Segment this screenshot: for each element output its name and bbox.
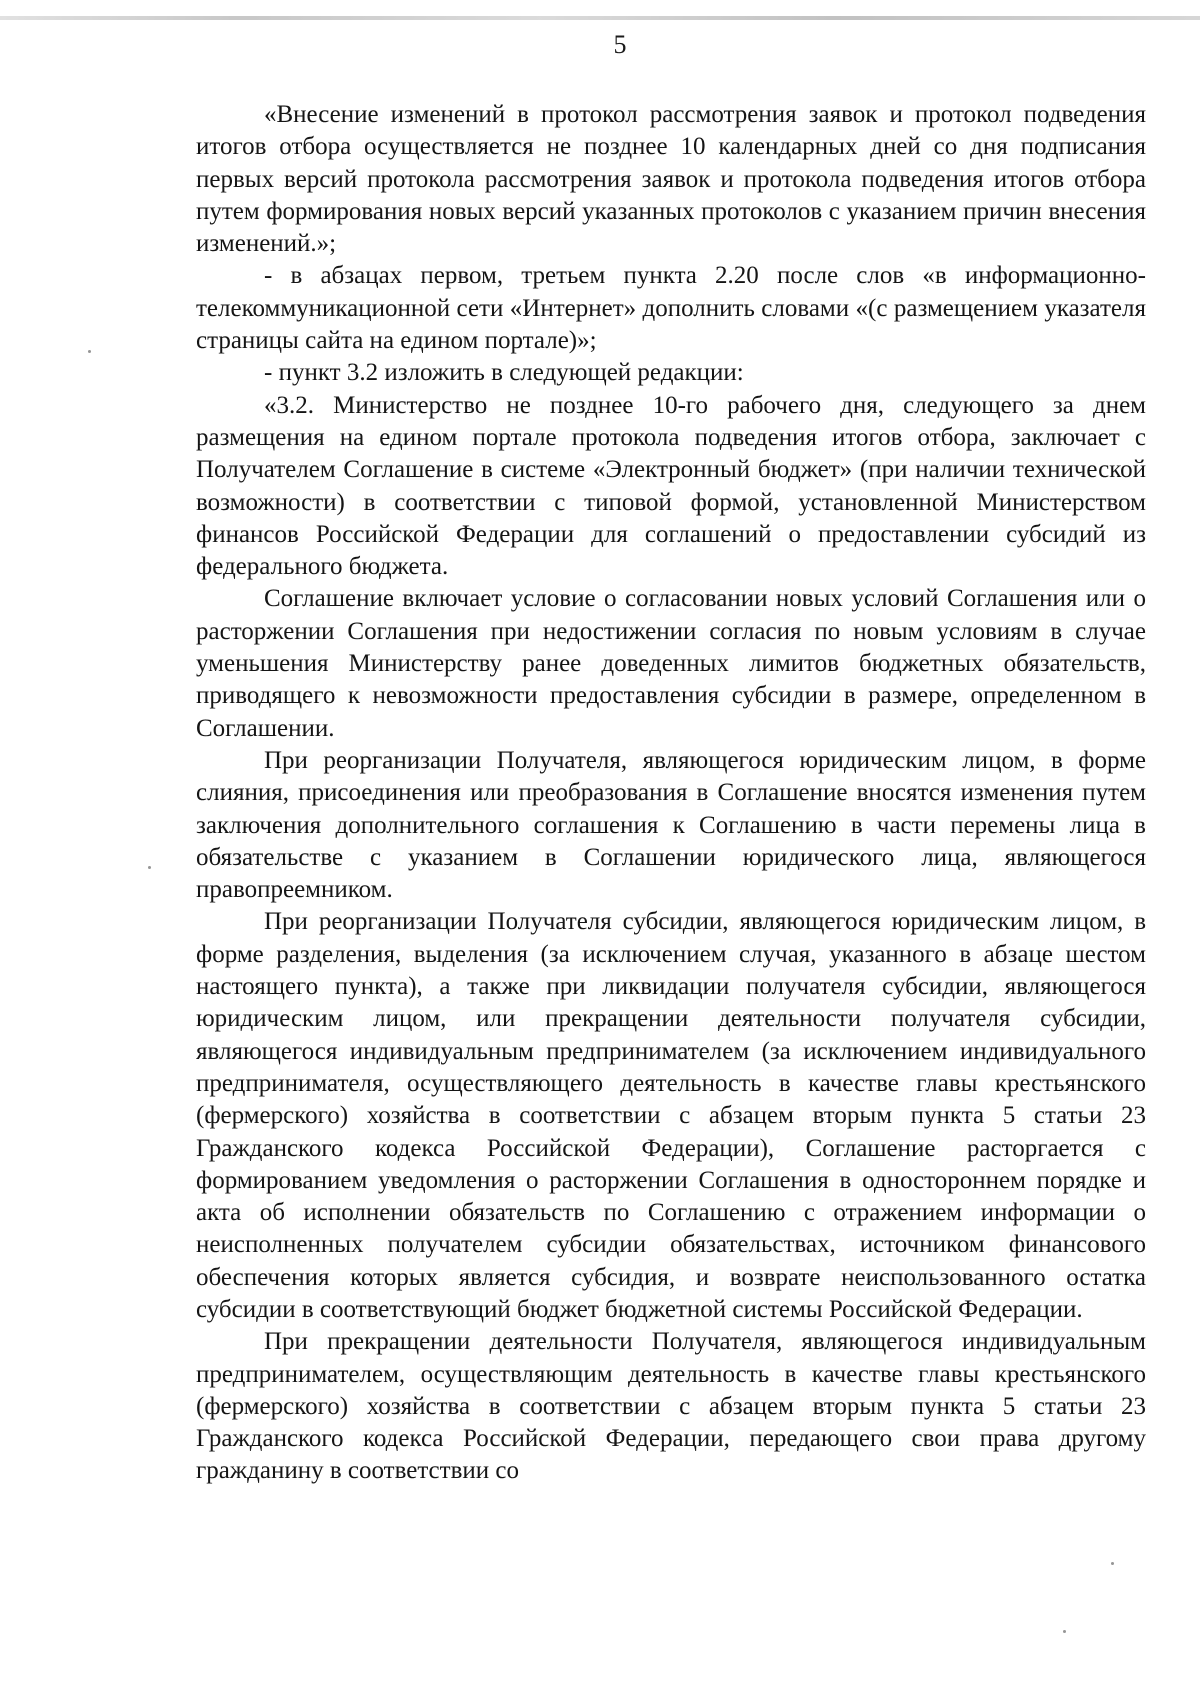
paragraph-2: - в абзацах первом, третьем пункта 2.20 после слов «в информационно-телекоммуникационной сети «Интернет» дополнить словами «(с размещением указателя страницы сайта на едином портале)»;: [196, 262, 1146, 355]
scan-speck: [1111, 1562, 1114, 1565]
scan-speck: [1063, 1630, 1066, 1633]
scan-edge-artifact: [0, 16, 1200, 20]
document-body: [196, 99, 1146, 1488]
paragraph-5: Соглашение включает условие о согласовании новых условий Соглашения или о расторжении Соглашения при недостижении согласия по новым условиям в случае уменьшения Министерству ранее доведенных лимитов бюджетных обязательств, приводящего к невозможности предоставления субсидии в размере, определенном в Соглашении.: [196, 585, 1146, 742]
paragraph-8: При прекращении деятельности Получателя, являющегося индивидуальным предпринимателем, осуществляющим деятельность в качестве главы крестьянского (фермерского) хозяйства в соответствии с абзацем вторым пункта 5 статьи 23 Гражданского кодекса Российской Федерации, передающего свои права другому гражданину в соответствии со: [196, 1328, 1146, 1485]
page-number: 5: [613, 30, 627, 59]
scan-speck: [88, 350, 91, 353]
paragraph-3: - пункт 3.2 изложить в следующей редакции:: [264, 359, 744, 387]
paragraph-1: «Внесение изменений в протокол рассмотрения заявок и протокол подведения итогов отбора осуществляется не позднее 10 календарных дней со дня подписания первых версий протокола рассмотрения заявок и протокола подведения итогов отбора путем формирования новых версий указанных протоколов с указанием причин внесения изменений.»;: [196, 101, 1146, 258]
scan-speck: [148, 866, 151, 869]
paragraph-7: При реорганизации Получателя субсидии, являющегося юридическим лицом, в форме разделения, выделения (за исключением случая, указанного в абзаце шестом настоящего пункта), а также при ликвидации получателя субсидии, являющегося юридическим лицом, или прекращении деятельности получателя субсидии, являющегося индивидуальным предпринимателем (за исключением индивидуального предпринимателя, осуществляющего деятельность в качестве главы крестьянского (фермерского) хозяйства в соответствии с абзацем вторым пункта 5 статьи 23 Гражданского кодекса Российской Федерации), Соглашение расторгается с формированием уведомления о расторжении Соглашения в одностороннем порядке и акта об исполнении обязательств по Соглашению с отражением информации о неисполненных получателем субсидии обязательствах, источником финансового обеспечения которых является субсидия, и возврате неиспользованного остатка субсидии в соответствующий бюджет бюджетной системы Российской Федерации.: [196, 908, 1146, 1323]
paragraph-4: «3.2. Министерство не позднее 10-го рабочего дня, следующего за днем размещения на едином портале протокола подведения итогов отбора, заключает с Получателем Соглашение в системе «Электронный бюджет» (при наличии технической возможности) в соответствии с типовой формой, установленной Министерством финансов Российской Федерации для соглашений о предоставлении субсидий из федерального бюджета.: [196, 391, 1146, 581]
paragraph-6: При реорганизации Получателя, являющегося юридическим лицом, в форме слияния, присоединения или преобразования в Соглашение вносятся изменения путем заключения дополнительного соглашения к Соглашению в части перемены лица в обязательстве с указанием в Соглашении юридического лица, являющегося правопреемником.: [196, 746, 1146, 904]
